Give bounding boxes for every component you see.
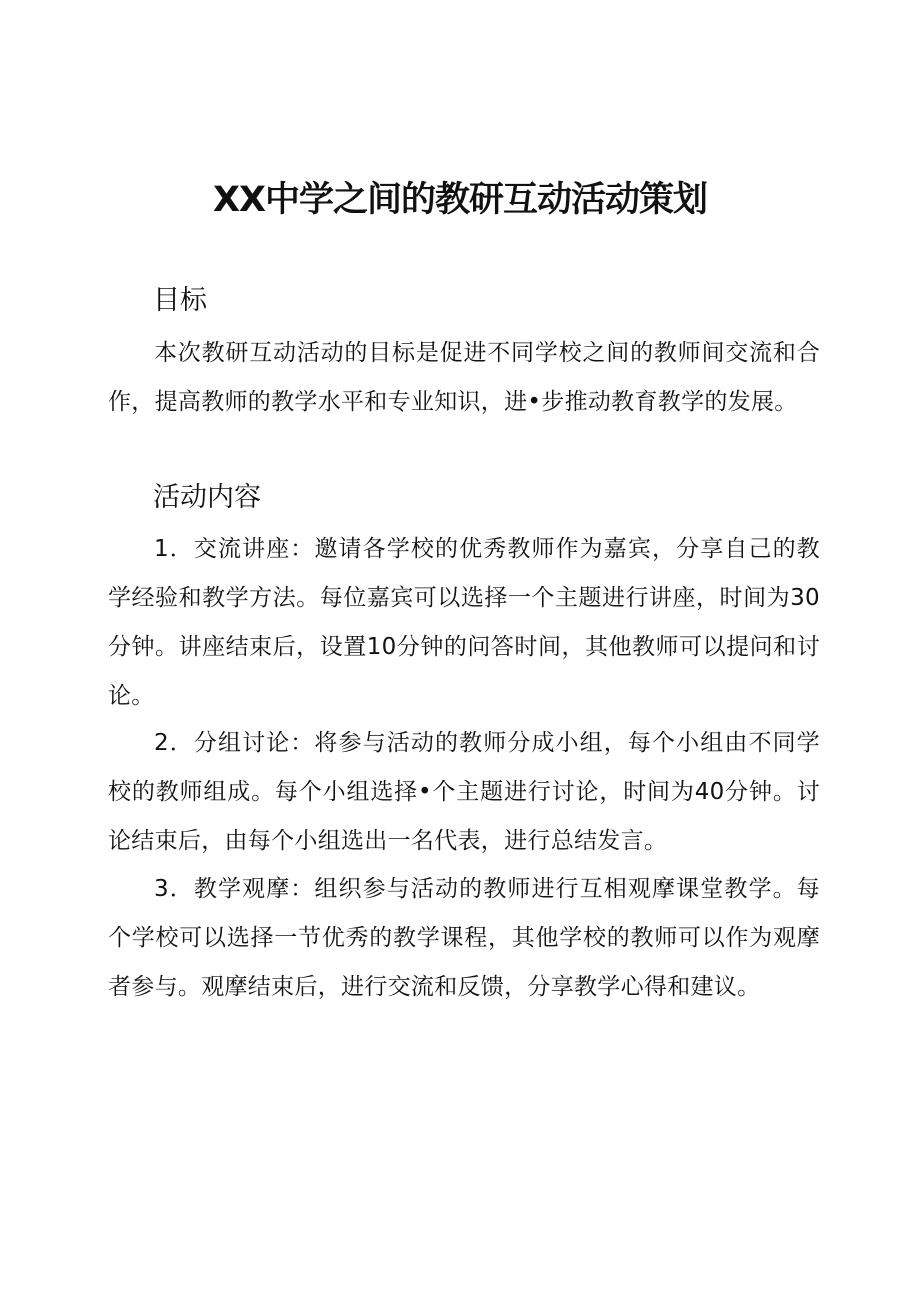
activity-item-lecture: 1．交流讲座：邀请各学校的优秀教师作为嘉宾，分享自己的教学经验和教学方法。每位嘉宾可以选择一个主题进行讲座，时间为30分钟。讲座结束后，设置10分钟的问答时间，其他教师可以提问和讨论。 <box>108 536 820 709</box>
document-title: XX中学之间的教研互动活动策划 <box>213 180 707 220</box>
section-heading-activity-content: 活动内容 <box>153 482 261 513</box>
goal-paragraph: 本次教研互动活动的目标是促进不同学校之间的教师间交流和合作，提高教师的教学水平和专业知识，进•步推动教育教学的发展。 <box>108 340 820 415</box>
activity-item-teaching-observation: 3．教学观摩：组织参与活动的教师进行互相观摩课堂教学。每个学校可以选择一节优秀的教学课程，其他学校的教师可以作为观摩者参与。观摩结束后，进行交流和反馈，分享教学心得和建议。 <box>108 876 820 1000</box>
activity-item-group-discussion: 2．分组讨论：将参与活动的教师分成小组，每个小组由不同学校的教师组成。每个小组选择•个主题进行讨论，时间为40分钟。讨论结束后，由每个小组选出一名代表，进行总结发言。 <box>108 730 820 854</box>
section-heading-goal: 目标 <box>153 285 207 316</box>
